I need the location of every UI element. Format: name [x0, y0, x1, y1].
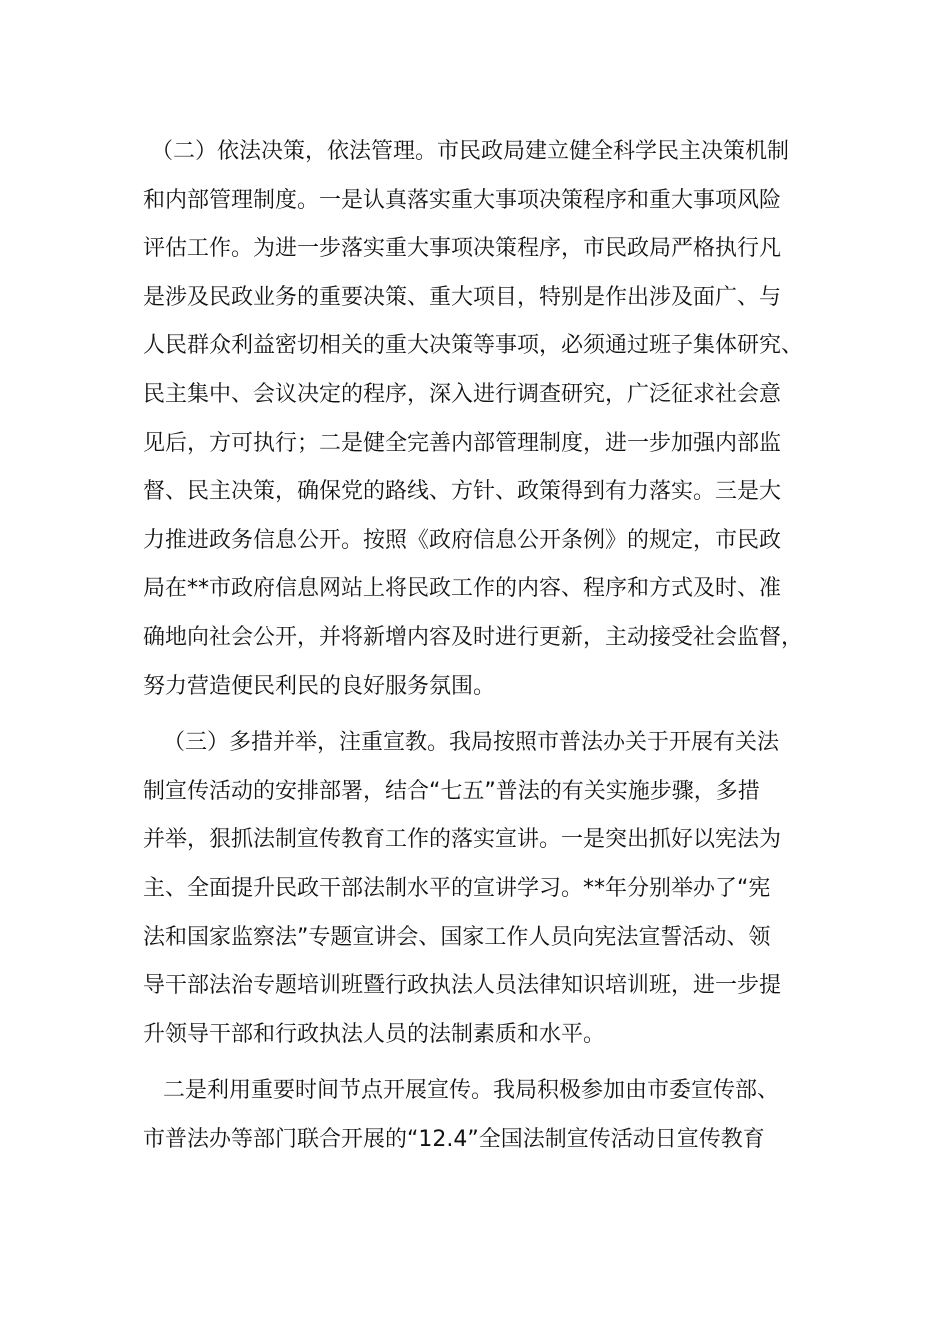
text-line: 法和国家监察法”专题宣讲会、国家工作人员向宪法宣誓活动、领 — [143, 924, 771, 950]
text-line: （三）多措并举，注重宣教。我局按照市普法办关于开展有关法 — [163, 730, 780, 756]
text-line: 导干部法治专题培训班暨行政执法人员法律知识培训班，进一步提 — [143, 973, 782, 999]
paragraph-key-dates — [143, 1067, 803, 1164]
text-line: 民主集中、会议决定的程序，深入进行调查研究，广泛征求社会意 — [143, 381, 782, 407]
text-line: （二）依法决策，依法管理。市民政局建立健全科学民主决策机制 — [151, 139, 790, 164]
text-line: 力推进政务信息公开。按照《政府信息公开条例》的规定，市民政 — [143, 527, 782, 553]
text-line: 督、民主决策，确保党的路线、方针、政策得到有力落实。三是大 — [143, 479, 782, 505]
text-line: 见后，方可执行；二是健全完善内部管理制度，进一步加强内部监 — [143, 430, 782, 456]
document-body — [143, 128, 803, 1164]
text-line: 市普法办等部门联合开展的“12.4”全国法制宣传活动日宣传教育 — [143, 1126, 765, 1152]
text-line: 确地向社会公开，并将新增内容及时进行更新，主动接受社会监督， — [143, 624, 804, 650]
text-line: 主、全面提升民政干部法制水平的宣讲学习。**年分别举办了“宪 — [143, 875, 771, 901]
text-line: 并举，狠抓法制宣传教育工作的落实宣讲。一是突出抓好以宪法为 — [143, 827, 782, 853]
text-line: 升领导干部和行政执法人员的法制素质和水平。 — [143, 1021, 606, 1047]
text-line: 制宣传活动的安排部署，结合“七五”普法的有关实施步骤，多措 — [143, 778, 760, 804]
text-line: 评估工作。为进一步落实重大事项决策程序，市民政局严格执行凡 — [143, 236, 782, 262]
text-line: 是涉及民政业务的重要决策、重大项目，特别是作出涉及面广、与 — [143, 284, 782, 310]
text-line: 努力营造便民利民的良好服务氛围。 — [143, 673, 496, 699]
paragraph-publicity-education — [143, 719, 803, 1059]
text-line: 局在**市政府信息网站上将民政工作的内容、程序和方式及时、准 — [143, 576, 782, 602]
text-line: 和内部管理制度。一是认真落实重大事项决策程序和重大事项风险 — [143, 187, 782, 213]
text-line: 二是利用重要时间节点开展宣传。我局积极参加由市委宣传部、 — [163, 1078, 780, 1104]
text-line: 人民群众利益密切相关的重大决策等事项，必须通过班子集体研究、 — [143, 333, 804, 359]
paragraph-decision-management — [143, 128, 803, 711]
